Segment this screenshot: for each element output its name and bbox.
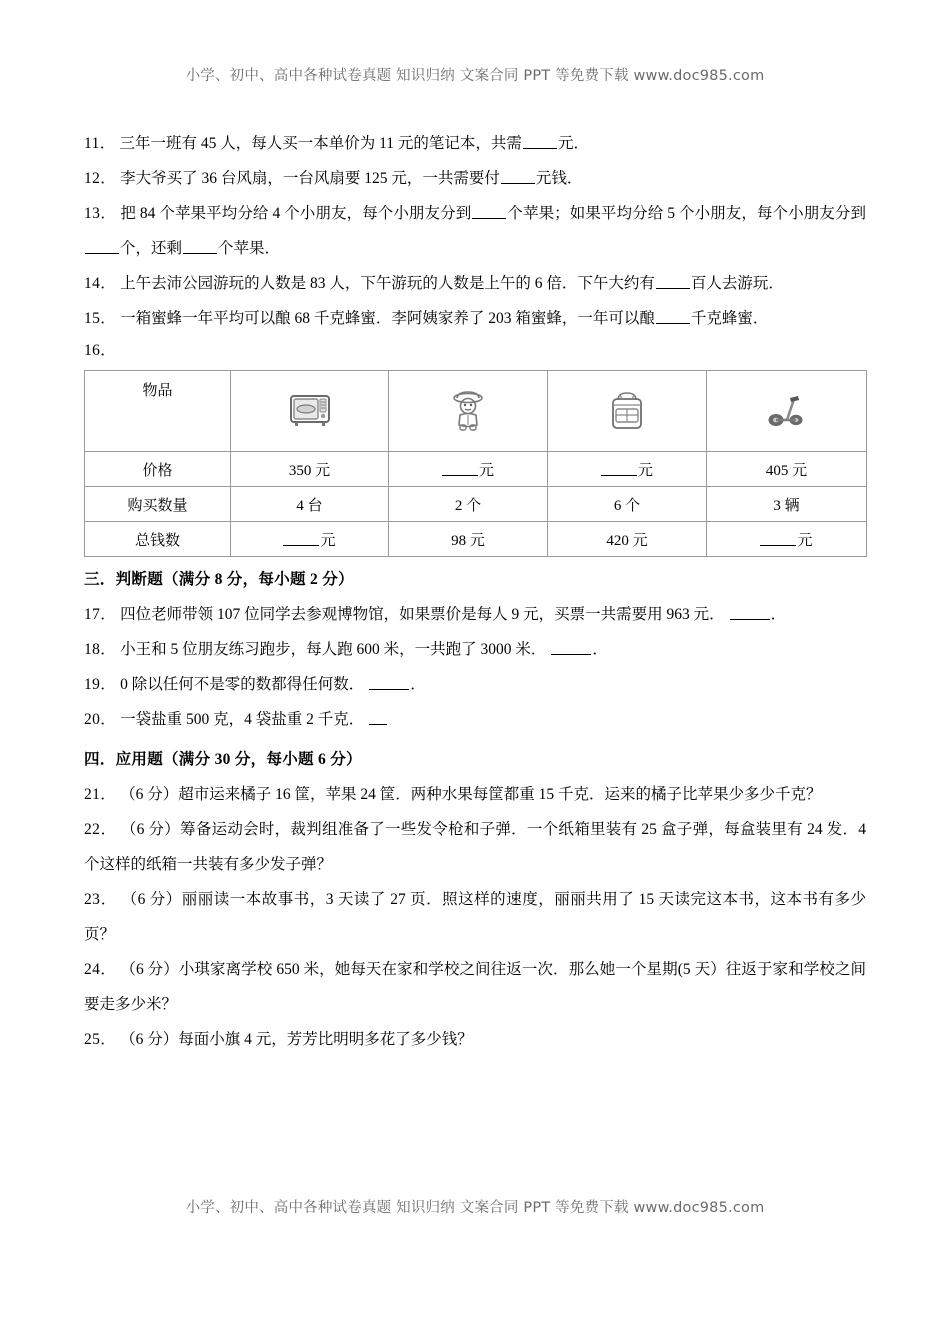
question-11 (84, 126, 866, 161)
cell-item-3 (548, 371, 707, 452)
fill-blank-questions (84, 126, 866, 366)
question-number: 23． (84, 891, 118, 908)
cell-quantity-4: 3 辆 (707, 487, 867, 522)
question-text: 把 84 个苹果平均分给 4 个小朋友，每个小朋友分到 (120, 205, 472, 222)
question-text: （6 分）每面小旗 4 元，芳芳比明明多花了多少钱？ (120, 1031, 473, 1048)
answer-blank[interactable] (85, 239, 119, 254)
question-text: （6 分）筹备运动会时，裁判组准备了一些发令枪和子弹．一个纸箱里装有 25 盒子弹，每盒装里有 24 发．4 个这样的纸箱一共装有多少发子弹？ (84, 821, 866, 873)
watermark-bottom: 小学、初中、高中各种试卷真题 知识归纳 文案合同 PPT 等免费下载 www.doc985.com (185, 1200, 765, 1216)
question-text-tail: ． (592, 641, 608, 658)
answer-blank[interactable] (760, 532, 796, 546)
table-row-quantity (85, 487, 867, 522)
question-14 (84, 266, 866, 301)
unit-label: 元 (478, 462, 494, 479)
cell-item-1 (231, 371, 389, 452)
question-number: 22． (84, 821, 117, 838)
question-text-tail: 个苹果． (218, 240, 281, 257)
question-text-tail: 千克蜂蜜． (690, 310, 769, 327)
unit-label: 元 (797, 532, 813, 549)
row-label-quantity: 购买数量 (85, 487, 231, 522)
answer-blank[interactable] (730, 605, 770, 620)
question-21 (84, 777, 866, 812)
question-text-tail: 百人去游玩． (690, 275, 784, 292)
question-number: 24． (84, 961, 117, 978)
microwave-icon (231, 375, 388, 447)
question-text: 一袋盐重 500 克，4 袋盐重 2 千克． (120, 711, 365, 728)
question-text: 小王和 5 位朋友练习跑步，每人跑 600 米，一共跑了 3000 米． (120, 641, 547, 658)
question-number: 15． (84, 310, 117, 327)
table-row-total (85, 522, 867, 557)
answer-blank[interactable] (656, 274, 690, 289)
answer-blank[interactable] (501, 169, 535, 184)
unit-label: 元 (637, 462, 653, 479)
row-label-total: 总钱数 (85, 522, 231, 557)
question-text: 四位老师带领 107 位同学去参观博物馆，如果票价是每人 9 元，买票一共需要用 963 元． (120, 606, 725, 623)
goods-table (84, 370, 867, 557)
cell-item-4 (707, 371, 867, 452)
section-word-problems (84, 743, 866, 1057)
question-number: 17． (84, 606, 117, 623)
question-20 (84, 702, 866, 737)
table-row-price (85, 452, 867, 487)
question-17 (84, 597, 866, 632)
question-text-tail: 元． (557, 135, 589, 152)
question-number: 18． (84, 641, 117, 658)
question-12 (84, 161, 866, 196)
question-text: 个，还剩 (120, 240, 183, 257)
question-text-tail: 元钱． (535, 170, 583, 187)
cell-total-2: 98 元 (389, 522, 548, 557)
question-text: （6 分）丽丽读一本故事书，3 天读了 27 页．照这样的速度，丽丽共用了 15 天读完这本书，这本书有多少页？ (84, 891, 867, 943)
answer-blank[interactable] (523, 134, 557, 149)
question-number: 16． (84, 342, 117, 359)
question-number: 12． (84, 170, 117, 187)
question-16 (84, 336, 866, 366)
scooter-icon (707, 375, 866, 447)
question-text: 个苹果；如果平均分给 5 个小朋友，每个小朋友分到 (507, 205, 866, 222)
row-label-item: 物品 (85, 371, 231, 452)
question-text: 三年一班有 45 人，每人买一本单价为 11 元的笔记本，共需 (119, 135, 522, 152)
question-text: 一箱蜜蜂一年平均可以酿 68 千克蜂蜜．李阿姨家养了 203 箱蜜蜂，一年可以酿 (120, 310, 655, 327)
exam-content (84, 126, 866, 1057)
question-text: 李大爷买了 36 台风扇，一台风扇要 125 元，一共需要付 (120, 170, 500, 187)
question-15 (84, 301, 866, 336)
cell-total-3: 420 元 (548, 522, 707, 557)
question-18 (84, 632, 866, 667)
answer-blank[interactable] (442, 462, 478, 476)
answer-blank[interactable] (369, 710, 387, 725)
question-23 (84, 882, 866, 952)
cell-total-4 (707, 522, 867, 557)
goods-table-wrapper (84, 370, 866, 557)
question-13 (84, 196, 866, 266)
question-25 (84, 1022, 866, 1057)
question-number: 13． (84, 205, 117, 222)
cell-quantity-1: 4 台 (231, 487, 389, 522)
question-19 (84, 667, 866, 702)
question-number: 21． (84, 786, 117, 803)
question-text-tail: ． (770, 606, 787, 623)
section-heading-3: 三．判断题（满分 8 分，每小题 2 分） (84, 571, 354, 588)
question-number: 14． (84, 275, 117, 292)
question-text: 上午去沛公园游玩的人数是 83 人，下午游玩的人数是上午的 6 倍．下午大约有 (120, 275, 655, 292)
question-text: 0 除以任何不是零的数都得任何数． (120, 676, 365, 693)
question-text: （6 分）超市运来橘子 16 筐，苹果 24 筐．两种水果每筐都重 15 千克．运来的橘子比苹果少多少千克？ (120, 786, 822, 803)
answer-blank[interactable] (601, 462, 637, 476)
unit-label: 元 (320, 532, 336, 549)
question-number: 25． (84, 1031, 117, 1048)
row-label-price: 价格 (85, 452, 231, 487)
backpack-icon (548, 375, 706, 447)
question-text-tail: ． (410, 676, 426, 693)
watermark-top: 小学、初中、高中各种试卷真题 知识归纳 文案合同 PPT 等免费下载 www.doc985.com (185, 68, 765, 84)
answer-blank[interactable] (283, 532, 319, 546)
cell-price-2 (389, 452, 548, 487)
section-heading-4: 四．应用题（满分 30 分，每小题 6 分） (84, 751, 362, 768)
question-text: （6 分）小琪家离学校 650 米，她每天在家和学校之间往返一次．那么她一个星期(5 天）往返于家和学校之间要走多少米？ (84, 961, 867, 1013)
answer-blank[interactable] (656, 309, 690, 324)
answer-blank[interactable] (183, 239, 217, 254)
question-number: 19． (84, 676, 117, 693)
question-number: 20． (84, 711, 117, 728)
cell-quantity-2: 2 个 (389, 487, 548, 522)
answer-blank[interactable] (369, 675, 409, 690)
cell-total-1 (231, 522, 389, 557)
table-row-items (85, 371, 867, 452)
cell-price-1: 350 元 (231, 452, 389, 487)
answer-blank[interactable] (472, 204, 506, 219)
doll-icon (389, 375, 547, 447)
cell-price-3 (548, 452, 707, 487)
question-22 (84, 812, 866, 882)
question-number: 11． (84, 135, 116, 152)
cell-price-4: 405 元 (707, 452, 867, 487)
cell-quantity-3: 6 个 (548, 487, 707, 522)
answer-blank[interactable] (551, 640, 591, 655)
section-judgement (84, 563, 866, 737)
question-24 (84, 952, 866, 1022)
cell-item-2 (389, 371, 548, 452)
